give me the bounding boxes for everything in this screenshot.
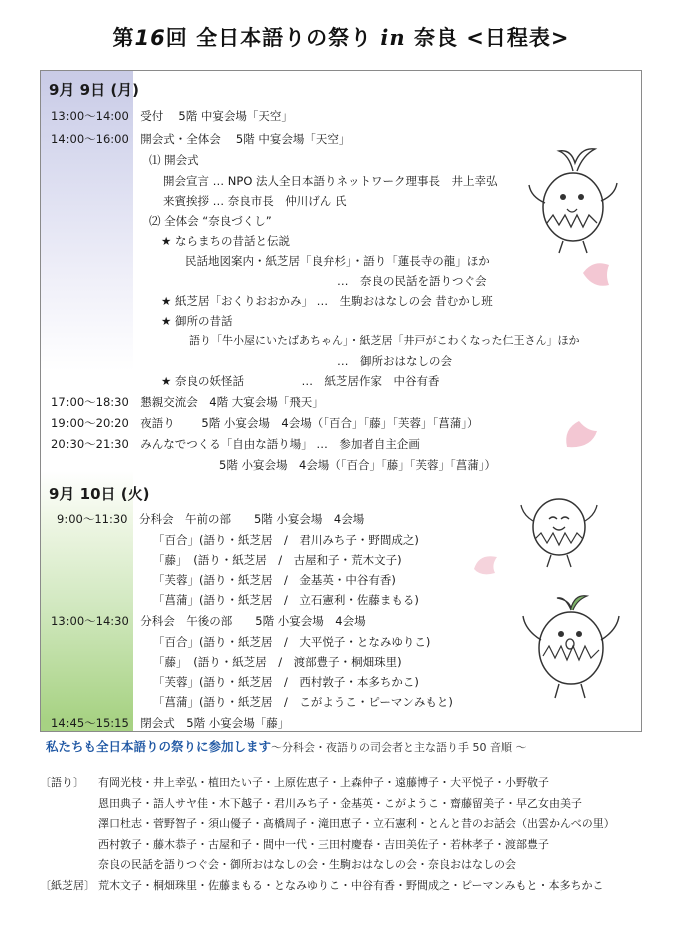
schedule-line: 「菖蒲」(語り・紙芝居 / 立石憲利・佐藤まもる) [153,593,419,607]
schedule-line: 19:00～20:20 夜語り 5階 小宴会場 4会場（「百合」「藤」「芙蓉」「菖蒲」） [51,416,479,430]
schedule-line: 「百合」(語り・紙芝居 / 大平悦子・となみゆりこ) [153,635,431,649]
schedule-line: 「芙蓉」(語り・紙芝居 / 金基英・中谷有香) [153,573,396,587]
petal-illustration [561,417,601,453]
schedule-line: 民話地図案内・紙芝居「良弁杉」・語り「蓮長寺の龍」ほか [185,254,490,268]
schedule-line: 17:00～18:30 懇親交流会 4階 大宴会場「飛天」 [51,395,324,409]
schedule-line: ★ 紙芝居「おくりおおかみ」 … 生駒おはなしの会 昔むかし班 [161,294,493,308]
schedule-line: ⑵ 全体会 “奈良づくし” [149,214,272,228]
page-title: 第16回 全日本語りの祭り in 奈良 <日程表> [112,25,570,50]
mascot-illustration [511,586,631,706]
list-item: 澤口杜志・菅野智子・須山優子・髙橋周子・滝田恵子・立石憲利・とんと昔のお話会（出雲かんべの里） [98,817,615,830]
schedule-line: ★ 御所の昔話 [161,314,233,328]
participants-headline: 私たちも全日本語りの祭りに参加します～分科会・夜語りの司会者と主な語り手 50 音順 ～ [46,739,527,754]
schedule-line: … 奈良の民話を語りつぐ会 [337,274,487,288]
schedule-line: 開会宣言 … NPO 法人全日本語りネットワーク理事長 井上幸弘 [163,174,498,188]
schedule-frame [40,70,642,732]
list-item: 西村敦子・藤木恭子・古屋和子・間中一代・三田村慶春・吉田美佐子・若林孝子・渡部豊子 [98,837,549,851]
schedule-line: 13:00～14:00 受付 5階 中宴会場「天空」 [51,109,293,123]
schedule-line: 20:30～21:30 みんなでつくる「自由な語り場」 … 参加者自主企画 [51,437,420,451]
schedule-line: ★ 奈良の妖怪話 … 紙芝居作家 中谷有香 [161,374,440,388]
schedule-line: 語り「牛小屋にいたばあちゃん」・紙芝居「井戸がこわくなった仁王さん」ほか [189,334,580,347]
schedule-line: … 御所おはなしの会 [337,354,452,368]
schedule-line: 9:00～11:30 分科会 午前の部 5階 小宴会場 4会場 [57,512,365,526]
mascot-illustration [511,141,631,261]
schedule-line: 「藤」 (語り・紙芝居 / 古屋和子・荒木文子) [153,553,402,567]
schedule-line: 「百合」(語り・紙芝居 / 君川みち子・野間成之) [153,533,419,547]
list-item: 恩田典子・語人サヤ佳・木下越子・君川みち子・金基英・こがようこ・齋藤留美子・早乙女由美子 [98,796,582,810]
schedule-line: 14:45～15:15 閉会式 5階 小宴会場「藤」 [51,716,290,730]
schedule-line: 「芙蓉」(語り・紙芝居 / 西村敦子・本多ちかこ) [153,675,419,689]
mascot-illustration [515,483,605,573]
schedule-line: 来賓挨拶 … 奈良市長 仲川げん 氏 [163,194,347,208]
schedule-line: 13:00～14:30 分科会 午後の部 5階 小宴会場 4会場 [51,614,366,628]
participants-section [40,737,640,907]
schedule-line: 「藤」 (語り・紙芝居 / 渡部豊子・桐畑珠里) [153,655,402,669]
list-item: 〔紙芝居〕 荒木文子・桐畑珠里・佐藤まもる・となみゆりこ・中谷有香・野間成之・ピーマンみもと・本多ちかこ [40,878,604,892]
schedule-line: 「菖蒲」(語り・紙芝居 / こがようこ・ピーマンみもと) [153,695,453,709]
day2-heading: 9月 10日 (火) [49,485,150,503]
participants-list [40,773,640,896]
schedule-line: ★ ならまちの昔話と伝説 [161,234,290,248]
day1-heading: 9月 9日 (月) [49,81,140,99]
schedule-line: ⑴ 開会式 [149,153,199,167]
schedule-line: 14:00～16:00 開会式・全体会 5階 中宴会場「天空」 [51,132,351,146]
petal-illustration [471,551,501,577]
petal-illustration [579,259,613,289]
schedule-line: 5階 小宴会場 4会場（「百合」「藤」「芙蓉」「菖蒲」） [219,458,497,472]
list-item: 奈良の民話を語りつぐ会・御所おはなしの会・生駒おはなしの会・奈良おはなしの会 [98,858,516,871]
list-item: 〔語り〕 有岡光枝・井上幸弘・植田たい子・上原佐恵子・上森仲子・遠藤博子・大平悦子・小野敬子 [40,776,549,789]
